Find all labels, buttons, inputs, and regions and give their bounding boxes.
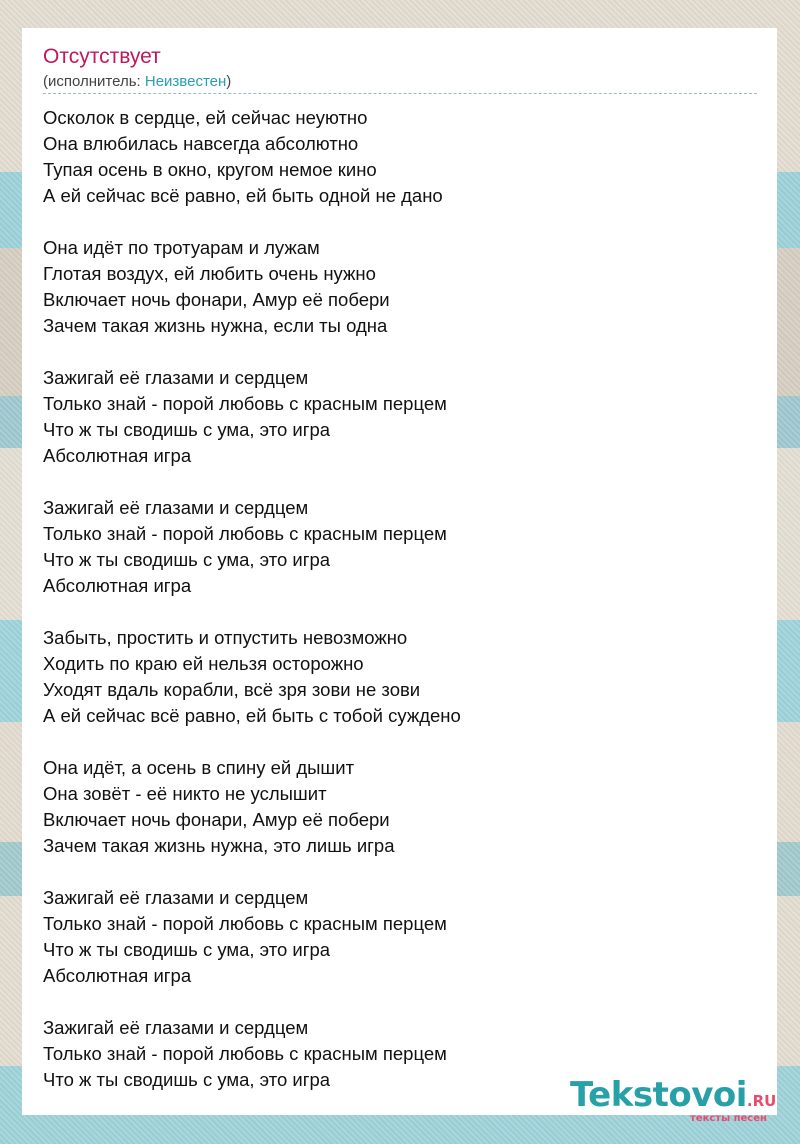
lyric-line: Абсолютная игра	[43, 575, 192, 596]
lyric-line: Включает ночь фонари, Амур её побери	[43, 809, 390, 830]
stanza	[43, 885, 763, 989]
lyric-line: Она идёт по тротуарам и лужам	[43, 237, 320, 258]
lyric-line: Что ж ты сводишь с ума, это игра	[43, 419, 331, 440]
stanza	[43, 495, 763, 599]
lyric-line: Глотая воздух, ей любить очень нужно	[43, 263, 376, 284]
lyric-line: Что ж ты сводишь с ума, это игра	[43, 1069, 331, 1090]
lyric-line: Зажигай её глазами и сердцем	[43, 367, 309, 388]
lyric-line: Зажигай её глазами и сердцем	[43, 497, 309, 518]
lyric-line: Включает ночь фонари, Амур её побери	[43, 289, 390, 310]
performer-link[interactable]: Неизвестен	[144, 73, 227, 90]
performer-line	[43, 72, 231, 92]
lyric-line: Зачем такая жизнь нужна, это лишь игра	[43, 835, 395, 856]
performer-suffix: )	[226, 73, 232, 90]
lyric-line: Ходить по краю ей нельзя осторожно	[43, 653, 364, 674]
lyric-line: Она зовёт - её никто не услышит	[43, 783, 327, 804]
lyric-line: Тупая осень в окно, кругом немое кино	[43, 159, 377, 180]
lyric-line: Только знай - порой любовь с красным перцем	[43, 1043, 447, 1064]
stanza	[43, 365, 763, 469]
stanza	[43, 235, 763, 339]
lyrics-body	[43, 105, 763, 1119]
stanza	[43, 105, 763, 209]
lyric-line: А ей сейчас всё равно, ей быть одной не дано	[43, 185, 443, 206]
lyric-line: Только знай - порой любовь с красным перцем	[43, 523, 447, 544]
stanza	[43, 625, 763, 729]
stanza	[43, 755, 763, 859]
lyric-line: Зачем такая жизнь нужна, если ты одна	[43, 315, 388, 336]
logo-tld: .RU	[746, 1092, 777, 1110]
site-logo[interactable]	[570, 1075, 777, 1124]
lyric-line: Абсолютная игра	[43, 965, 192, 986]
lyric-line: Осколок в сердце, ей сейчас неуютно	[43, 107, 368, 128]
lyric-line: Она влюбилась навсегда абсолютно	[43, 133, 359, 154]
lyric-line: Зажигай её глазами и сердцем	[43, 1017, 309, 1038]
lyric-line: Забыть, простить и отпустить невозможно	[43, 627, 408, 648]
logo-name: Tekstovoi	[570, 1075, 747, 1115]
performer-prefix: (исполнитель:	[43, 73, 145, 90]
title-divider	[43, 93, 757, 94]
lyric-line: А ей сейчас всё равно, ей быть с тобой суждено	[43, 705, 461, 726]
lyric-line: Только знай - порой любовь с красным перцем	[43, 393, 447, 414]
song-title: Отсутствует	[43, 45, 161, 68]
logo-tagline: тексты песен	[690, 1113, 767, 1124]
lyric-line: Уходят вдаль корабли, всё зря зови не зови	[43, 679, 421, 700]
lyric-line: Абсолютная игра	[43, 445, 192, 466]
lyric-line: Зажигай её глазами и сердцем	[43, 887, 309, 908]
lyric-line: Что ж ты сводишь с ума, это игра	[43, 549, 331, 570]
lyric-line: Что ж ты сводишь с ума, это игра	[43, 939, 331, 960]
lyric-line: Только знай - порой любовь с красным перцем	[43, 913, 447, 934]
lyric-line: Она идёт, а осень в спину ей дышит	[43, 757, 355, 778]
lyrics-sheet	[22, 28, 777, 1115]
